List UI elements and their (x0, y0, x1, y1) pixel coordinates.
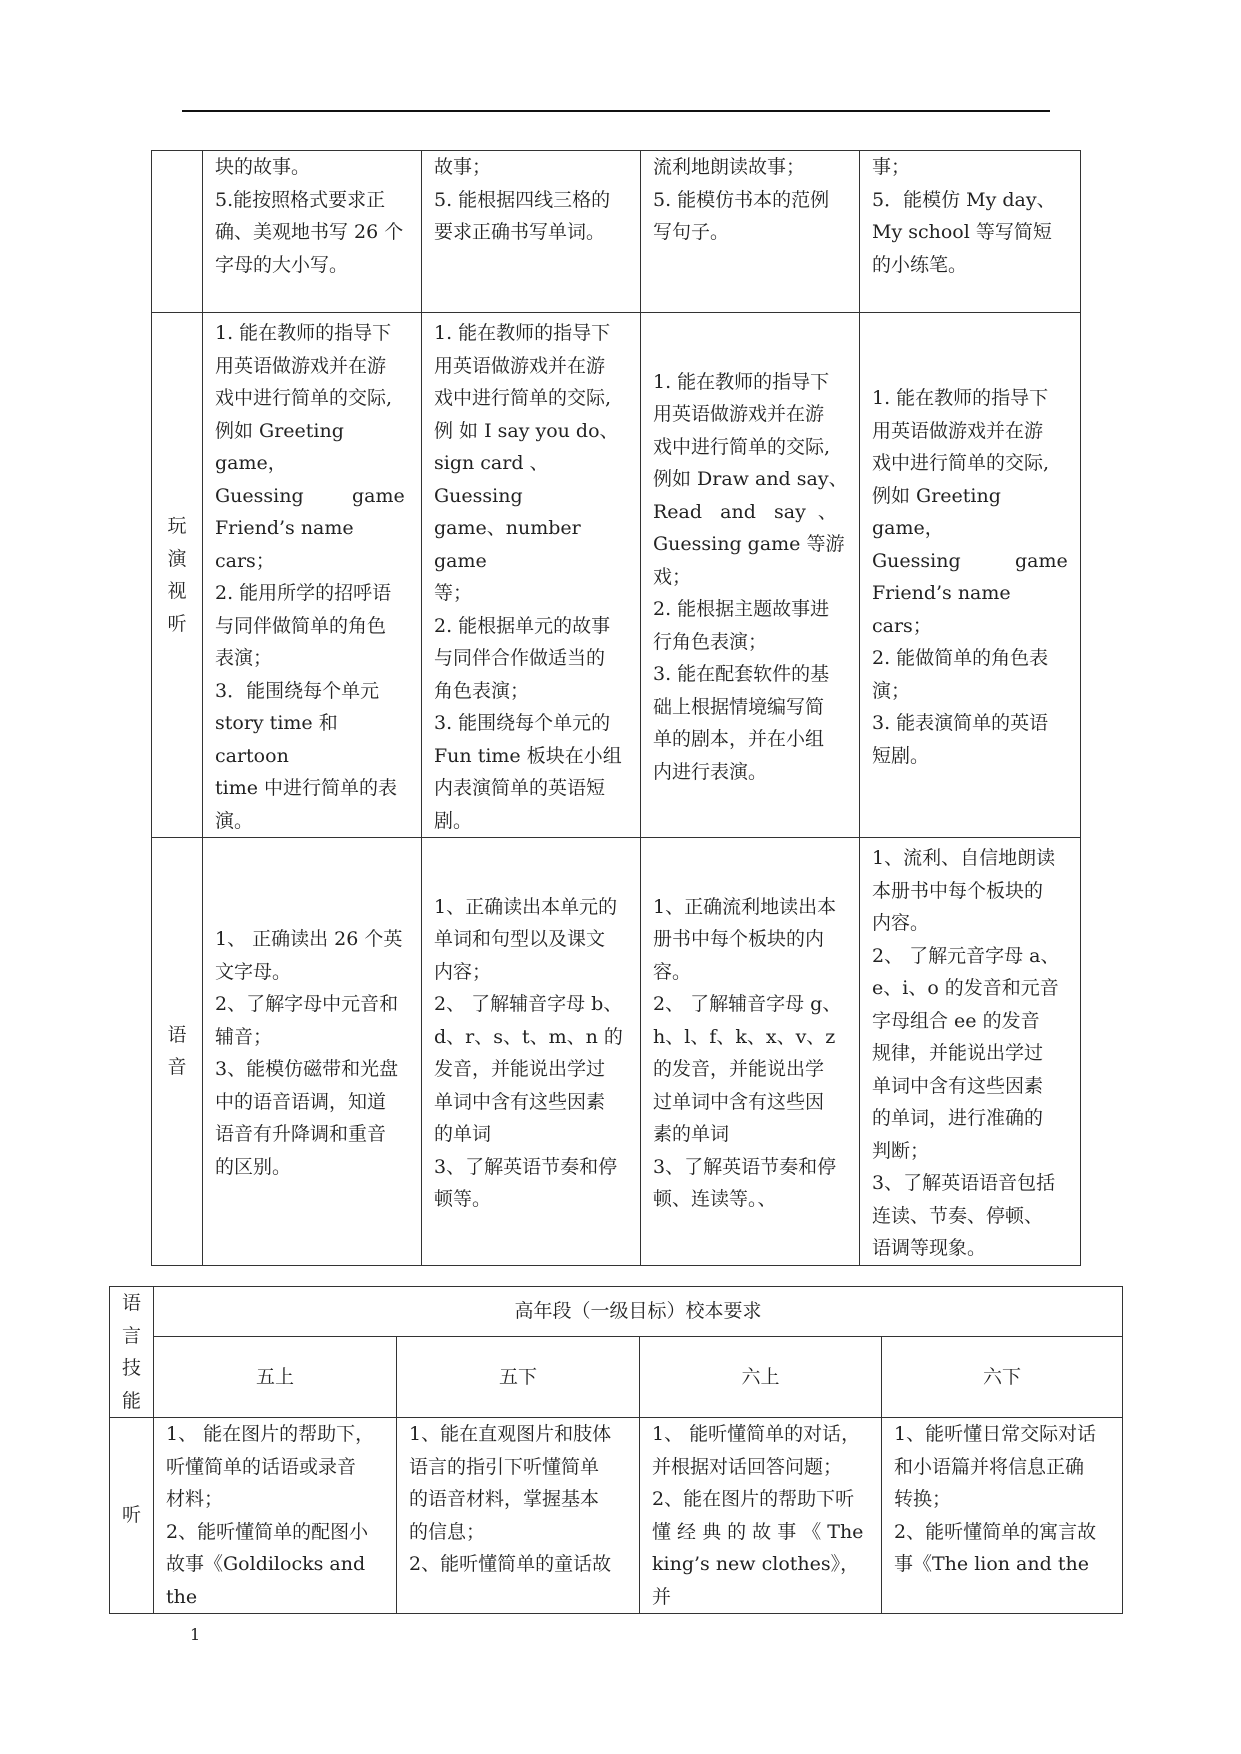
table-cell: 1、 能在图片的帮助下， 听懂简单的话语或录音 材料； 2、能听懂简单的配图小 故事《Goldilocks and the (154, 1418, 397, 1614)
table-cell: 1、正确读出本单元的 单词和句型以及课文 内容； 2、 了解辅音字母 b、 d、r、s、t、m、n 的 发音，并能说出学过 单词中含有这些因素 的单词 3、了解英语节奏和停 顿等。 (422, 838, 641, 1266)
column-header: 五上 (154, 1337, 397, 1418)
table-title: 高年段（一级目标）校本要求 (154, 1287, 1123, 1337)
column-header: 六上 (640, 1337, 882, 1418)
skills-table-continued (151, 150, 1081, 1266)
table-cell: 1、 正确读出 26 个英 文字母。 2、了解字母中元音和 辅音； 3、能模仿磁带和光盘 中的语音语调，知道 语音有升降调和重音 的区别。 (203, 838, 422, 1266)
row-category: 听 (110, 1418, 154, 1614)
page-number: 1 (190, 1625, 201, 1644)
table-cell: 1. 能在教师的指导下 用英语做游戏并在游 戏中进行简单的交际, 例如 Draw and say、 Read and say 、 Guessing game 等游 戏； 2. 能根据主题故事进 行角色表演； 3. 能在配套软件的基 础上根据情境编写简 单的剧本，并在小组 内进行表演。 (641, 313, 860, 838)
table-row (110, 1418, 1123, 1614)
table-cell: 流利地朗读故事； 5. 能模仿书本的范例 写句子。 (641, 151, 860, 313)
row-category: 语音 (152, 838, 203, 1266)
corner-label: 语言技能 (110, 1287, 154, 1418)
table-row (152, 313, 1081, 838)
table-row (152, 151, 1081, 313)
upper-grade-table (109, 1286, 1123, 1614)
column-header: 五下 (397, 1337, 640, 1418)
table-cell: 1. 能在教师的指导下 用英语做游戏并在游 戏中进行简单的交际, 例 如 I say you do、 sign card 、 Guessing game、number game 等； 2. 能根据单元的故事 与同伴合作做适当的 角色表演； 3. 能围绕每个单元的 Fun time 板块在小组 内表演简单的英语短 剧。 (422, 313, 641, 838)
row-category: 玩演视听 (152, 313, 203, 838)
table-cell: 1、能听懂日常交际对话 和小语篇并将信息正确 转换； 2、能听懂简单的寓言故 事《The lion and the (882, 1418, 1123, 1614)
table-cell: 1. 能在教师的指导下 用英语做游戏并在游 戏中进行简单的交际, 例如 Greeting game， Guessing game Friend’s name cars； 2. 能做简单的角色表 演； 3. 能表演简单的英语 短剧。 (860, 313, 1081, 838)
column-header: 六下 (882, 1337, 1123, 1418)
table-cell: 1. 能在教师的指导下 用英语做游戏并在游 戏中进行简单的交际, 例如 Greeting game， Guessing game Friend’s name cars； 2. 能用所学的招呼语 与同伴做简单的角色 表演； 3．能围绕每个单元 story time 和 cartoon time 中进行简单的表 演。 (203, 313, 422, 838)
table-cell: 1、正确流利地读出本 册书中每个板块的内 容。 2、 了解辅音字母 g、 h、l、f、k、x、v、z 的发音，并能说出学 过单词中含有这些因 素的单词 3、了解英语节奏和停 顿、连读等。、 (641, 838, 860, 1266)
table-cell: 1、能在直观图片和肢体 语言的指引下听懂简单 的语音材料，掌握基本 的信息； 2、能听懂简单的童话故 (397, 1418, 640, 1614)
table-title-row (110, 1287, 1123, 1337)
table-cell: 1、 能听懂简单的对话， 并根据对话回答问题； 2、能在图片的帮助下听 懂 经 典 的 故 事 《 The king’s new clothes》，并 (640, 1418, 882, 1614)
table-cell: 块的故事。 5.能按照格式要求正 确、美观地书写 26 个 字母的大小写。 (203, 151, 422, 313)
table-row (152, 838, 1081, 1266)
table-cell: 1、流利、自信地朗读 本册书中每个板块的 内容。 2、 了解元音字母 a、 e、i、o 的发音和元音 字母组合 ee 的发音 规律，并能说出学过 单词中含有这些因素 的单词，进行准确的 判断； 3、了解英语语音包括 连读、节奏、停顿、 语调等现象。 (860, 838, 1081, 1266)
table-cell: 故事； 5. 能根据四线三格的 要求正确书写单词。 (422, 151, 641, 313)
table-header-row (110, 1337, 1123, 1418)
header-rule (182, 110, 1050, 112)
table-cell: 事； 5．能模仿 My day、 My school 等写简短 的小练笔。 (860, 151, 1081, 313)
row-category (152, 151, 203, 313)
